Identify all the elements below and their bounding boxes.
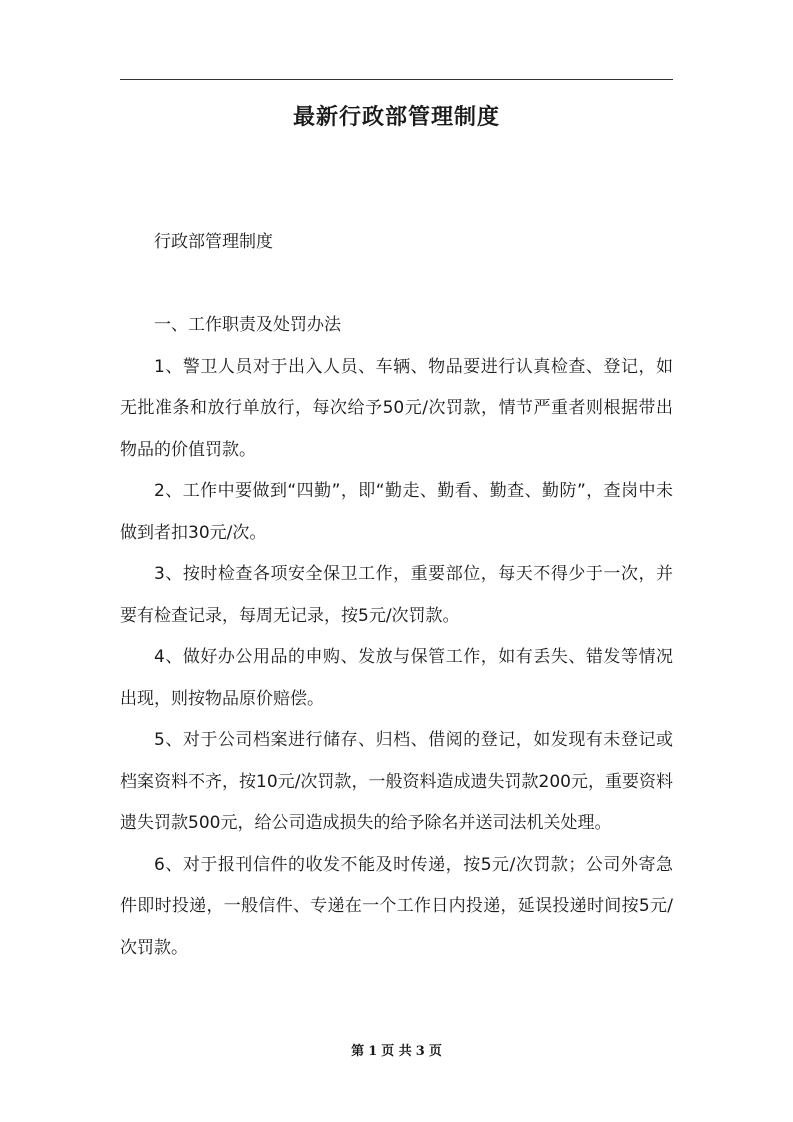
document-body <box>120 222 673 969</box>
footer-total-pages: 3 <box>415 1044 425 1059</box>
footer-label-pages: 页 <box>428 1044 442 1059</box>
document-title: 最新行政部管理制度 <box>292 105 500 130</box>
paragraph-3: 3、按时检查各项安全保卫工作，重要部位，每天不得少于一次，并要有检查记录，每周无记录，按5元/次罚款。 <box>120 564 673 626</box>
page-footer <box>120 1040 673 1064</box>
footer-label-page: 第 <box>351 1044 365 1059</box>
footer-label-of: 页 共 <box>381 1044 412 1059</box>
paragraph-2: 2、工作中要做到“四勤”，即“勤走、勤看、勤查、勤防”，查岗中未做到者扣30元/次。 <box>120 481 673 543</box>
document-subtitle: 行政部管理制度 <box>154 232 273 252</box>
header-rule <box>120 79 673 80</box>
footer-current-page: 1 <box>368 1044 378 1059</box>
paragraph-4: 4、做好办公用品的申购、发放与保管工作，如有丢失、错发等情况出现，则按物品原价赔偿。 <box>120 647 673 709</box>
paragraph-5: 5、对于公司档案进行储存、归档、借阅的登记，如发现有未登记或档案资料不齐，按10元/次罚款，一般资料造成遗失罚款200元，重要资料遗失罚款500元，给公司造成损失的给予除名并送司法机关处理。 <box>120 730 673 833</box>
section-heading: 一、工作职责及处罚办法 <box>154 315 341 335</box>
paragraph-6: 6、对于报刊信件的收发不能及时传递，按5元/次罚款；公司外寄急件即时投递，一般信件、专递在一个工作日内投递，延误投递时间按5元/次罚款。 <box>120 854 673 958</box>
paragraph-1: 1、警卫人员对于出入人员、车辆、物品要进行认真检查、登记，如无批准条和放行单放行，每次给予50元/次罚款，情节严重者则根据带出物品的价值罚款。 <box>120 356 673 460</box>
